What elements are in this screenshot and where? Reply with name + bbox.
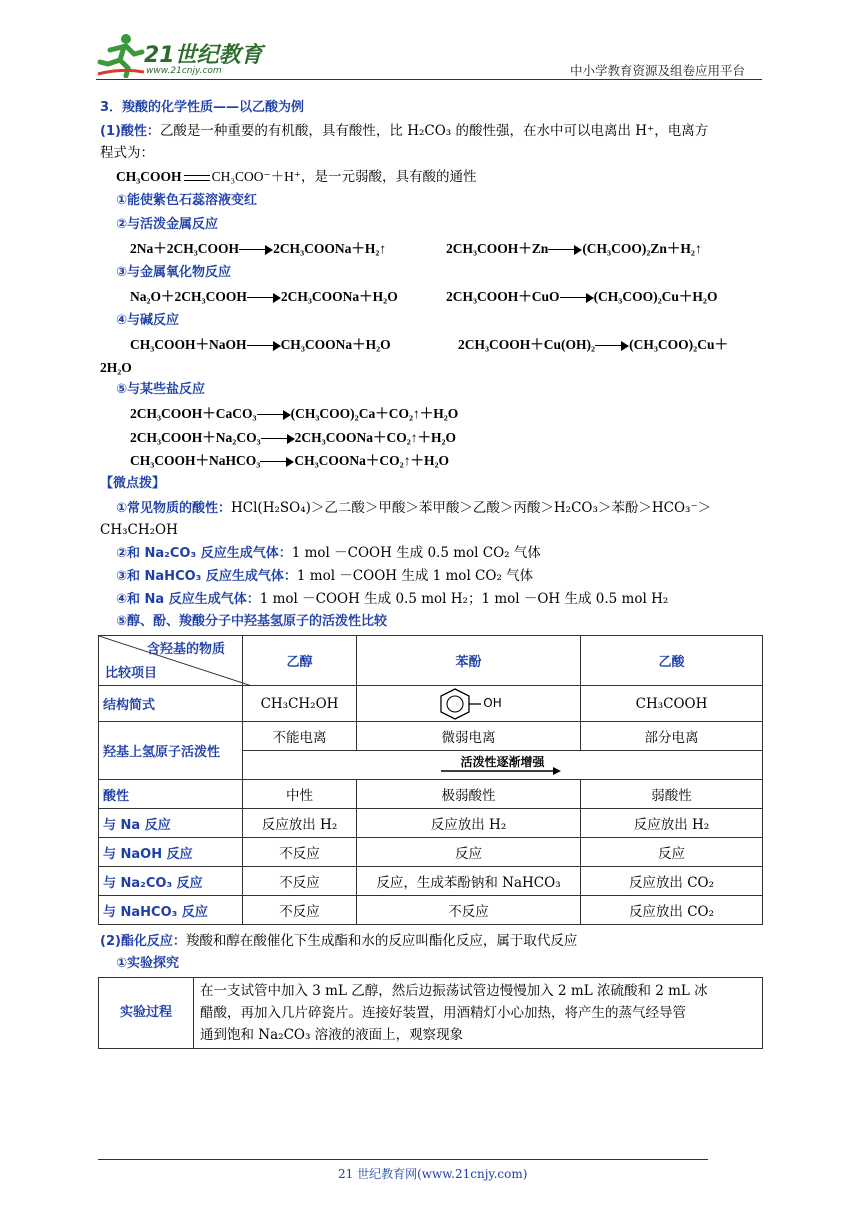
row-label: 与 NaHCO₃ 反应 bbox=[99, 896, 243, 925]
table-cell: 微弱电离 bbox=[357, 722, 581, 751]
eq-right: (CH₃COO)₂Zn＋H₂↑ bbox=[582, 241, 702, 256]
tip-1-wrap: CH₃CH₂OH bbox=[100, 522, 178, 538]
table-row bbox=[99, 838, 763, 867]
eq-right: (CH₃COO)₂Ca＋CO₂↑＋H₂O bbox=[290, 406, 459, 421]
tip-text: 1 mol －COOH 生成 1 mol CO₂ 气体 bbox=[296, 568, 534, 584]
section-title: 3．羧酸的化学性质——以乙酸为例 bbox=[100, 100, 305, 115]
esterification-line bbox=[100, 932, 577, 951]
eq-left: CH₃COOH＋NaHCO₃ bbox=[130, 453, 261, 468]
table-cell: 反应，生成苯酚钠和 NaHCO₃ bbox=[357, 867, 581, 896]
corner-top: 含羟基的物质 bbox=[147, 642, 226, 657]
eq-right: 2CH₃COONa＋CO₂↑＋H₂O bbox=[294, 430, 457, 445]
ionization-equation bbox=[116, 168, 477, 186]
table-row bbox=[99, 686, 763, 722]
esterification-label: (2)酯化反应： bbox=[100, 934, 186, 949]
table-cell: 极弱酸性 bbox=[357, 780, 581, 809]
table-cell: 反应放出 H₂ bbox=[581, 809, 763, 838]
table-row bbox=[99, 780, 763, 809]
col-header: 乙酸 bbox=[581, 636, 763, 686]
arrow-icon bbox=[239, 245, 273, 255]
eq-left: 2CH₃COOH＋CaCO₃ bbox=[130, 406, 257, 421]
footer-rule bbox=[98, 1159, 708, 1160]
equation-base-2-wrap: 2H₂O bbox=[100, 360, 132, 375]
comparison-table bbox=[98, 635, 763, 925]
tip-label: ②和 Na₂CO₃ 反应生成气体： bbox=[116, 546, 292, 561]
table-cell: CH₃CH₂OH bbox=[243, 686, 357, 722]
eq-right: CH₃COONa＋CO₂↑＋H₂O bbox=[294, 453, 450, 468]
equation-metal-2 bbox=[446, 240, 702, 258]
tip-4 bbox=[116, 590, 668, 609]
row-label: 羟基上氢原子活泼性 bbox=[99, 722, 243, 780]
property-item-3: ③与金属氧化物反应 bbox=[116, 265, 232, 280]
arrow-icon bbox=[247, 341, 281, 351]
table-cell: 不反应 bbox=[243, 867, 357, 896]
eq-left: 2CH₃COOH＋Na₂CO₃ bbox=[130, 430, 261, 445]
table-cell: 弱酸性 bbox=[581, 780, 763, 809]
table-row bbox=[99, 722, 763, 751]
acidity-text-2: 程式为： bbox=[100, 145, 154, 161]
equation-base-1 bbox=[130, 336, 391, 354]
header-rule bbox=[96, 79, 762, 80]
table-cell: 不反应 bbox=[243, 896, 357, 925]
table-row bbox=[99, 809, 763, 838]
tip-text: 1 mol －COOH 生成 0.5 mol H₂；1 mol －OH 生成 0.5 mol H₂ bbox=[259, 591, 669, 607]
row-label: 与 Na 反应 bbox=[99, 809, 243, 838]
property-item-2: ②与活泼金属反应 bbox=[116, 217, 219, 232]
experiment-text-line: 醋酸，再加入几片碎瓷片。连接好装置，用酒精灯小心加热，将产生的蒸气经导管 bbox=[200, 1005, 686, 1021]
eq-left: Na₂O＋2CH₃COOH bbox=[130, 289, 247, 304]
tip-1 bbox=[116, 499, 711, 518]
table-cell: 反应 bbox=[357, 838, 581, 867]
col-header: 乙醇 bbox=[243, 636, 357, 686]
equation-base-2 bbox=[458, 336, 728, 354]
arrow-icon bbox=[260, 457, 294, 467]
table-cell: 不能电离 bbox=[243, 722, 357, 751]
col-header: 苯酚 bbox=[357, 636, 581, 686]
acidity-line-1 bbox=[100, 122, 708, 141]
arrow-icon bbox=[257, 410, 291, 420]
property-item-5: ⑤与某些盐反应 bbox=[116, 382, 206, 397]
eq-right: 2CH₃COONa＋H₂↑ bbox=[273, 241, 387, 256]
eq-left: 2CH₃COOH＋Cu(OH)₂ bbox=[458, 337, 596, 352]
table-cell: CH₃COOH bbox=[581, 686, 763, 722]
experiment-text-line: 通到饱和 Na₂CO₃ 溶液的液面上，观察现象 bbox=[200, 1027, 464, 1043]
experiment-subtitle: ①实验探究 bbox=[116, 956, 180, 971]
row-label: 酸性 bbox=[99, 780, 243, 809]
phenol-oh: OH bbox=[483, 696, 502, 710]
table-cell: 不反应 bbox=[357, 896, 581, 925]
runner-logo-icon bbox=[96, 32, 146, 78]
eq-left: 2CH₃COOH＋Zn bbox=[446, 241, 549, 256]
equation-oxide-2 bbox=[446, 288, 717, 306]
phenol-structure-cell bbox=[357, 686, 581, 722]
tips-title: 【微点拨】 bbox=[100, 476, 166, 491]
table-row bbox=[99, 867, 763, 896]
logo-text: 21世纪教育 bbox=[144, 43, 263, 68]
table-cell: 反应放出 H₂ bbox=[357, 809, 581, 838]
tip-label: ③和 NaHCO₃ 反应生成气体： bbox=[116, 569, 297, 584]
trend-label: 活泼性逐渐增强 bbox=[460, 754, 545, 769]
tip-5: ⑤醇、酚、羧酸分子中羟基氢原子的活泼性比较 bbox=[116, 614, 388, 629]
footer-text: 21 世纪教育网(www.21cnjy.com) bbox=[338, 1167, 528, 1181]
row-label: 与 NaOH 反应 bbox=[99, 838, 243, 867]
property-item-4: ④与碱反应 bbox=[116, 313, 180, 328]
property-item-1: ①能使紫色石蕊溶液变红 bbox=[116, 193, 258, 208]
tip-label: ①常见物质的酸性： bbox=[116, 501, 232, 516]
tip-3 bbox=[116, 567, 533, 586]
acidity-label: (1)酸性： bbox=[100, 124, 160, 139]
ionization-left: CH₃COOH bbox=[116, 169, 182, 184]
eq-right: (CH₃COO)₂Cu＋ bbox=[629, 337, 728, 352]
benzene-ring-icon bbox=[435, 687, 515, 721]
equation-metal-1 bbox=[130, 240, 386, 258]
equilibrium-arrow-icon bbox=[182, 172, 212, 184]
equation-salt-1 bbox=[130, 405, 458, 423]
eq-right: (CH₃COO)₂Cu＋H₂O bbox=[593, 289, 718, 304]
table-cell: 部分电离 bbox=[581, 722, 763, 751]
corner-bottom: 比较项目 bbox=[105, 666, 158, 681]
table-corner-cell bbox=[99, 636, 243, 686]
arrow-icon bbox=[247, 293, 281, 303]
logo-url: www.21cnjy.com bbox=[146, 66, 222, 76]
eq-right: CH₃COONa＋H₂O bbox=[280, 337, 391, 352]
table-row bbox=[99, 978, 763, 1049]
row-label: 结构简式 bbox=[99, 686, 243, 722]
table-row bbox=[99, 896, 763, 925]
row-label: 与 Na₂CO₃ 反应 bbox=[99, 867, 243, 896]
eq-left: CH₃COOH＋NaOH bbox=[130, 337, 247, 352]
table-cell: 中性 bbox=[243, 780, 357, 809]
trend-arrow-icon bbox=[441, 767, 561, 775]
equation-oxide-1 bbox=[130, 288, 398, 306]
experiment-label: 实验过程 bbox=[99, 978, 194, 1049]
table-cell: 反应放出 CO₂ bbox=[581, 867, 763, 896]
arrow-icon bbox=[261, 434, 295, 444]
arrow-icon bbox=[560, 293, 594, 303]
table-cell: 不反应 bbox=[243, 838, 357, 867]
eq-left: 2Na＋2CH₃COOH bbox=[130, 241, 240, 256]
equation-salt-3 bbox=[130, 452, 449, 470]
tip-label: ④和 Na 反应生成气体： bbox=[116, 592, 260, 607]
platform-label: 中小学教育资源及组卷应用平台 bbox=[570, 63, 746, 78]
equation-salt-2 bbox=[130, 429, 456, 447]
esterification-text: 羧酸和醇在酸催化下生成酯和水的反应叫酯化反应，属于取代反应 bbox=[185, 933, 578, 949]
tip-2 bbox=[116, 544, 541, 563]
tip-text: HCl(H₂SO₄)＞乙二酸＞甲酸＞苯甲酸＞乙酸＞丙酸＞H₂CO₃＞苯酚＞HCO₃⁻＞ bbox=[231, 500, 712, 516]
eq-right: 2CH₃COONa＋H₂O bbox=[280, 289, 398, 304]
tip-text: 1 mol －COOH 生成 0.5 mol CO₂ 气体 bbox=[291, 545, 541, 561]
table-cell: 反应 bbox=[581, 838, 763, 867]
trend-cell bbox=[243, 751, 763, 780]
header-logo bbox=[96, 32, 266, 80]
eq-left: 2CH₃COOH＋CuO bbox=[446, 289, 560, 304]
table-cell: 反应放出 H₂ bbox=[243, 809, 357, 838]
arrow-icon bbox=[548, 245, 582, 255]
experiment-text bbox=[194, 978, 763, 1049]
table-cell: 反应放出 CO₂ bbox=[581, 896, 763, 925]
experiment-text-line: 在一支试管中加入 3 mL 乙醇，然后边振荡试管边慢慢加入 2 mL 浓硫酸和 2 mL 冰 bbox=[200, 983, 708, 999]
acidity-text-1: 乙酸是一种重要的有机酸，具有酸性，比 H₂CO₃ 的酸性强，在水中可以电离出 H⁺，电离方 bbox=[159, 123, 709, 139]
arrow-icon bbox=[595, 341, 629, 351]
experiment-table bbox=[98, 977, 763, 1049]
ionization-right: CH₃COO⁻＋H⁺，是一元弱酸，具有酸的通性 bbox=[211, 169, 477, 184]
